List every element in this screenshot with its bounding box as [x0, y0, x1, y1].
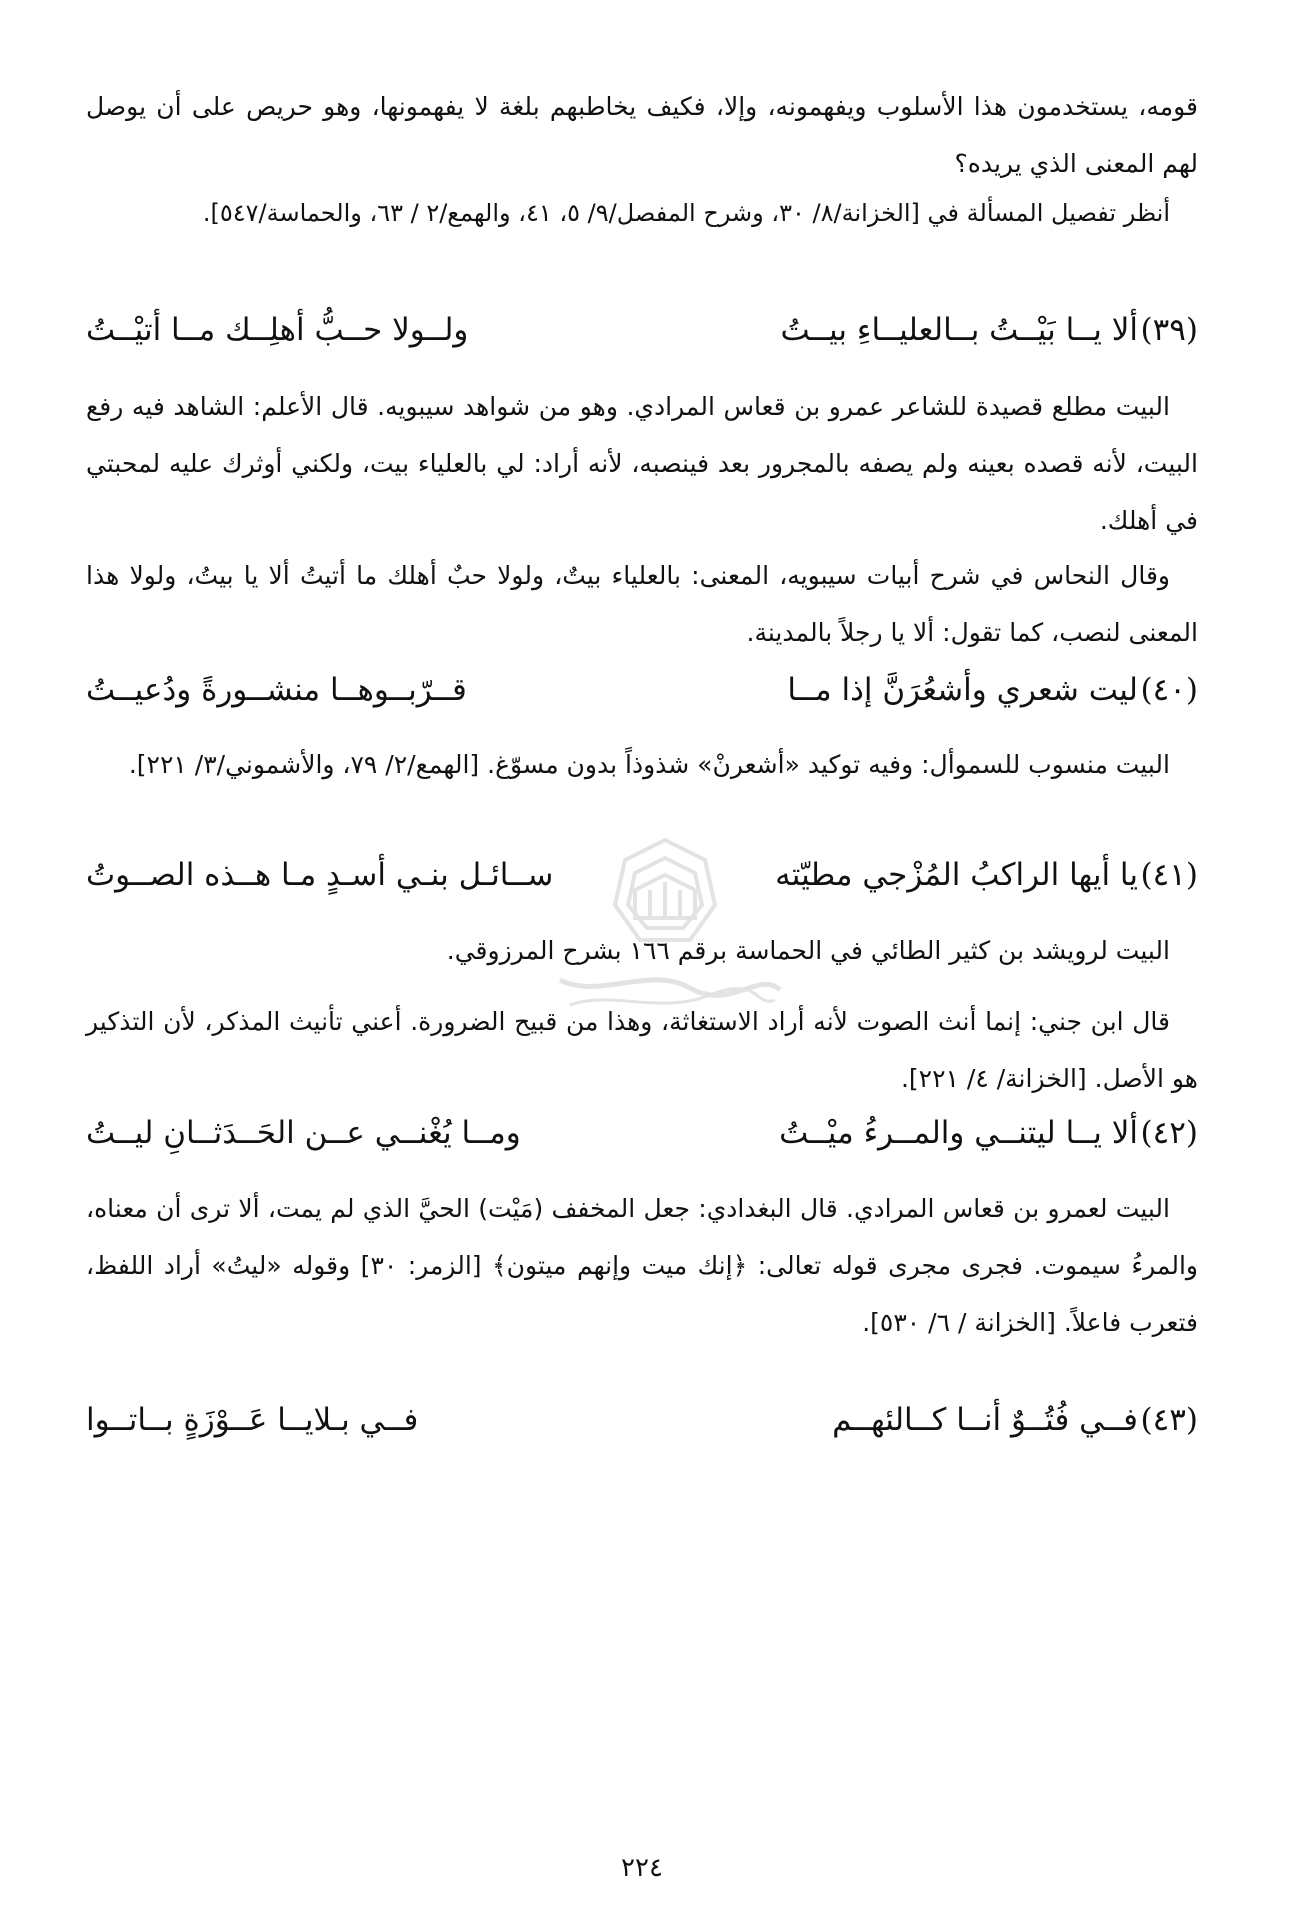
verse-second-hemistich: فــي بـلايــا عَــوْزَةٍ بــاتــوا: [86, 1402, 419, 1438]
reference-note: أنظر تفصيل المسألة في [الخزانة/٨/ ٣٠، وشرح المفصل/٩/ ٥، ٤١، والهمع/٢ / ٦٣، والحماسة/٥٤٧].: [202, 199, 1170, 227]
verse-first-hemistich: ألا يــا ليتنــي والمــرءُ ميْــتُ: [779, 1115, 1138, 1151]
commentary-paragraph: البيت مطلع قصيدة للشاعر عمرو بن قعاس المرادي. وهو من شواهد سيبويه. قال الأعلم: الشاهد فيه رفع البيت، لأنه قصده بعينه ولم يصفه بالمجرور بعد فينصبه، لأنه أراد: لي بالعلياء بيت، ولكني أوثرك عليه لمحبتي في أهلك.: [86, 392, 1198, 535]
seal-emblem-icon: [540, 830, 790, 1030]
commentary-paragraph: البيت لرويشد بن كثير الطائي في الحماسة برقم ١٦٦ بشرح المرزوقي.: [446, 936, 1170, 965]
verse-39: [86, 300, 1198, 360]
commentary-paragraph: وقال النحاس في شرح أبيات سيبويه، المعنى: بالعلياء بيتٌ، ولولا حبٌ أهلك ما أتيتُ ألا يا بيتُ، ولولا هذا المعنى لنصب، كما تقول: ألا يا رجلاً بالمدينة.: [86, 561, 1198, 647]
verse-number: (٤٣): [1140, 1402, 1198, 1438]
verse-second-hemistich: ســائـل بنـي أسـدٍ مـا هــذه الصــوتُ: [86, 857, 554, 893]
verse-first-hemistich: فــي فُتُــوٌ أنــا كــالئهــم: [832, 1402, 1138, 1438]
verse-first-hemistich: يا أيها الراكبُ المُزْجي مطيّته: [775, 857, 1138, 893]
commentary-paragraph: البيت لعمرو بن قعاس المرادي. قال البغدادي: جعل المخفف (مَيْت) الحيَّ الذي لم يمت، ألا ترى أن معناه، والمرءُ سيموت. فجرى مجرى قوله تعالى: ﴿إنك ميت وإنهم ميتون﴾ [الزمر: ٣٠] وقوله «ليتُ» أراد اللفظ، فتعرب فاعلاً. [الخزانة / ٦/ ٥٣٠].: [86, 1194, 1198, 1337]
verse-second-hemistich: ومــا يُغْنــي عــن الحَــدَثــانِ ليــتُ: [86, 1115, 521, 1151]
paragraph-continuation: قومه، يستخدمون هذا الأسلوب ويفهمونه، وإلا، فكيف يخاطبهم بلغة لا يفهمونها، وهو حريص على أن يوصل لهم المعنى الذي يريده؟: [86, 92, 1198, 178]
verse-43: [86, 1390, 1198, 1450]
verse-second-hemistich: ولــولا حــبُّ أهلِــك مــا أتيْــتُ: [86, 312, 469, 348]
page-number: ٢٢٤: [621, 1853, 663, 1883]
verse-first-hemistich: ليت شعري وأشعُرَنَّ إذا مــا: [787, 672, 1138, 708]
verse-number: (٣٩): [1140, 312, 1198, 348]
verse-number: (٤٠): [1140, 672, 1198, 708]
verse-number: (٤٢): [1140, 1115, 1198, 1151]
verse-40: [86, 660, 1198, 720]
verse-second-hemistich: قــرّبــوهــا منشــورةً ودُعيــتُ: [86, 672, 467, 708]
verse-42: [86, 1103, 1198, 1163]
verse-first-hemistich: ألا يــا بَيْــتُ بــالعليــاءِ بيــتُ: [780, 312, 1138, 348]
verse-number: (٤١): [1140, 857, 1198, 893]
commentary-paragraph: البيت منسوب للسموأل: وفيه توكيد «أشعرنْ» شذوذاً بدون مسوّغ. [الهمع/٢/ ٧٩، والأشموني/٣/ ٢٢١].: [128, 750, 1170, 779]
commentary-paragraph: قال ابن جني: إنما أنث الصوت لأنه أراد الاستغاثة، وهذا من قبيح الضرورة. أعني تأنيث المذكر، لأن التذكير هو الأصل. [الخزانة/ ٤/ ٢٢١].: [86, 1007, 1198, 1093]
